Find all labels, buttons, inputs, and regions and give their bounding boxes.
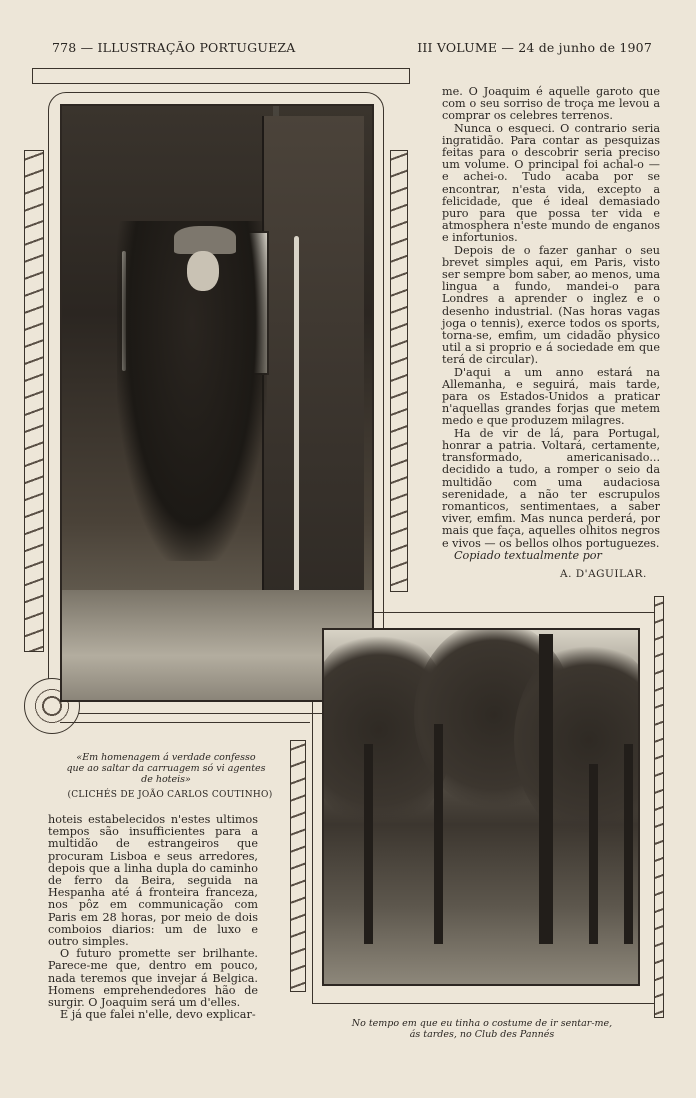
top-ornament-bar <box>32 68 410 84</box>
photo-man-at-train-door <box>60 104 374 702</box>
tree-trunk <box>434 724 443 944</box>
paragraph: D'aqui a um anno estará na Allemanha, e seguirá, mais tarde, para os Estados-Unidos a praticar n'aquellas grandes forjas que metem medo e que produzem milagres. <box>442 365 660 428</box>
header-page-title: 778 — ILLUSTRAÇÃO PORTUGUEZA <box>52 40 296 55</box>
page-header <box>52 40 652 60</box>
paragraph: Depois de o fazer ganhar o seu brevet simples aqui, em Paris, visto ser sempre bom saber, ao menos, uma lingua a fundo, mandei-o para Londres a aprender o inglez e o desenho industrial. (Nas horas vagas joga o tennis), exerce todos os sports, torna-se, emfim, um cidadão physico util a si proprio e á sociedade em que terá de circular). <box>442 243 660 367</box>
photo-caption-trees <box>322 1018 642 1040</box>
man-face <box>187 251 219 291</box>
caption-line: No tempo em que eu tinha o costume de ir sentar-me, <box>351 1018 613 1029</box>
left-twisted-column <box>24 150 44 652</box>
paragraph: hoteis estabelecidos n'estes ultimos tempos são insufficientes para a multidão de estrangeiros que procuram Lisboa e seus arredores, depois que a linha dupla do caminho de ferro da Beira, seguida na Hespanha até á fronteira franceza, nos pôz em communicação com Paris em 28 horas, por meio de dois comboios diarios: um de luxo e outro simples. <box>48 813 258 949</box>
right-twisted-column <box>390 150 408 592</box>
tree-trunk <box>364 744 373 944</box>
paragraph: Nunca o esqueci. O contrario seria ingratidão. Para contar as pesquizas feitas para o descobrir seria preciso um volume. O principal foi achal-o — e achei-o. Tudo acaba por se encontrar, n'esta vida, excepto a felicidade, que é ideal demasiado puro para que possa ter vida e atmosphera n'este mundo de enganos e infortunios. <box>442 121 660 245</box>
photo-club-park-trees <box>322 628 640 986</box>
caption-line: «Em homenagem á verdade confesso <box>76 752 256 763</box>
middle-column <box>290 740 306 992</box>
paragraph: E já que falei n'elle, devo explicar- <box>60 1008 256 1022</box>
paragraph: O futuro promette ser brilhante. Parece-me que, dentro em pouco, nada teremos que invejar á Belgica. Homens emprehendedores hão de surgir. O Joaquim será um d'elles. <box>48 947 258 1010</box>
header-volume-date: III VOLUME — 24 de junho de 1907 <box>417 40 652 55</box>
tree-trunk <box>589 764 598 944</box>
train-door <box>262 116 364 616</box>
bowler-hat <box>174 226 236 254</box>
photo-caption-train <box>46 752 286 785</box>
paragraph: Ha de vir de lá, para Portugal, honrar a patria. Voltará, certamente, transformado, americanisado... decidido a tudo, a romper o seio da multidão com uma audaciosa serenidade, a não ter escrupulos romanticos, sentimentaes, a saber viver, emfim. Mas nunca perderá, por mais que faça, aquelles olhitos negros e vivos — os bellos olhos portuguezes. <box>442 426 660 550</box>
bottom-ornament-bar <box>60 712 310 723</box>
tree-trunk <box>624 744 633 944</box>
caption-line: de hoteis» <box>141 774 191 785</box>
far-right-column <box>654 596 664 1018</box>
photo-credit: (CLICHÉS DE JOÃO CARLOS COUTINHO) <box>67 790 273 800</box>
tree-trunk <box>539 634 553 944</box>
copied-note: Copiado textualmente por <box>454 548 602 562</box>
door-handrail <box>294 236 299 636</box>
author-signature: A. D'AGUILAR. <box>560 568 647 580</box>
paragraph: me. O Joaquim é aquelle garoto que com o seu sorriso de troça me levou a comprar os celebres terrenos. <box>442 85 660 123</box>
caption-line: ás tardes, no Club des Pannés <box>409 1029 555 1040</box>
caption-line: que ao saltar da carruagem só vi agentes <box>66 763 266 774</box>
right-text-column <box>442 86 660 562</box>
left-text-column <box>48 814 258 1021</box>
